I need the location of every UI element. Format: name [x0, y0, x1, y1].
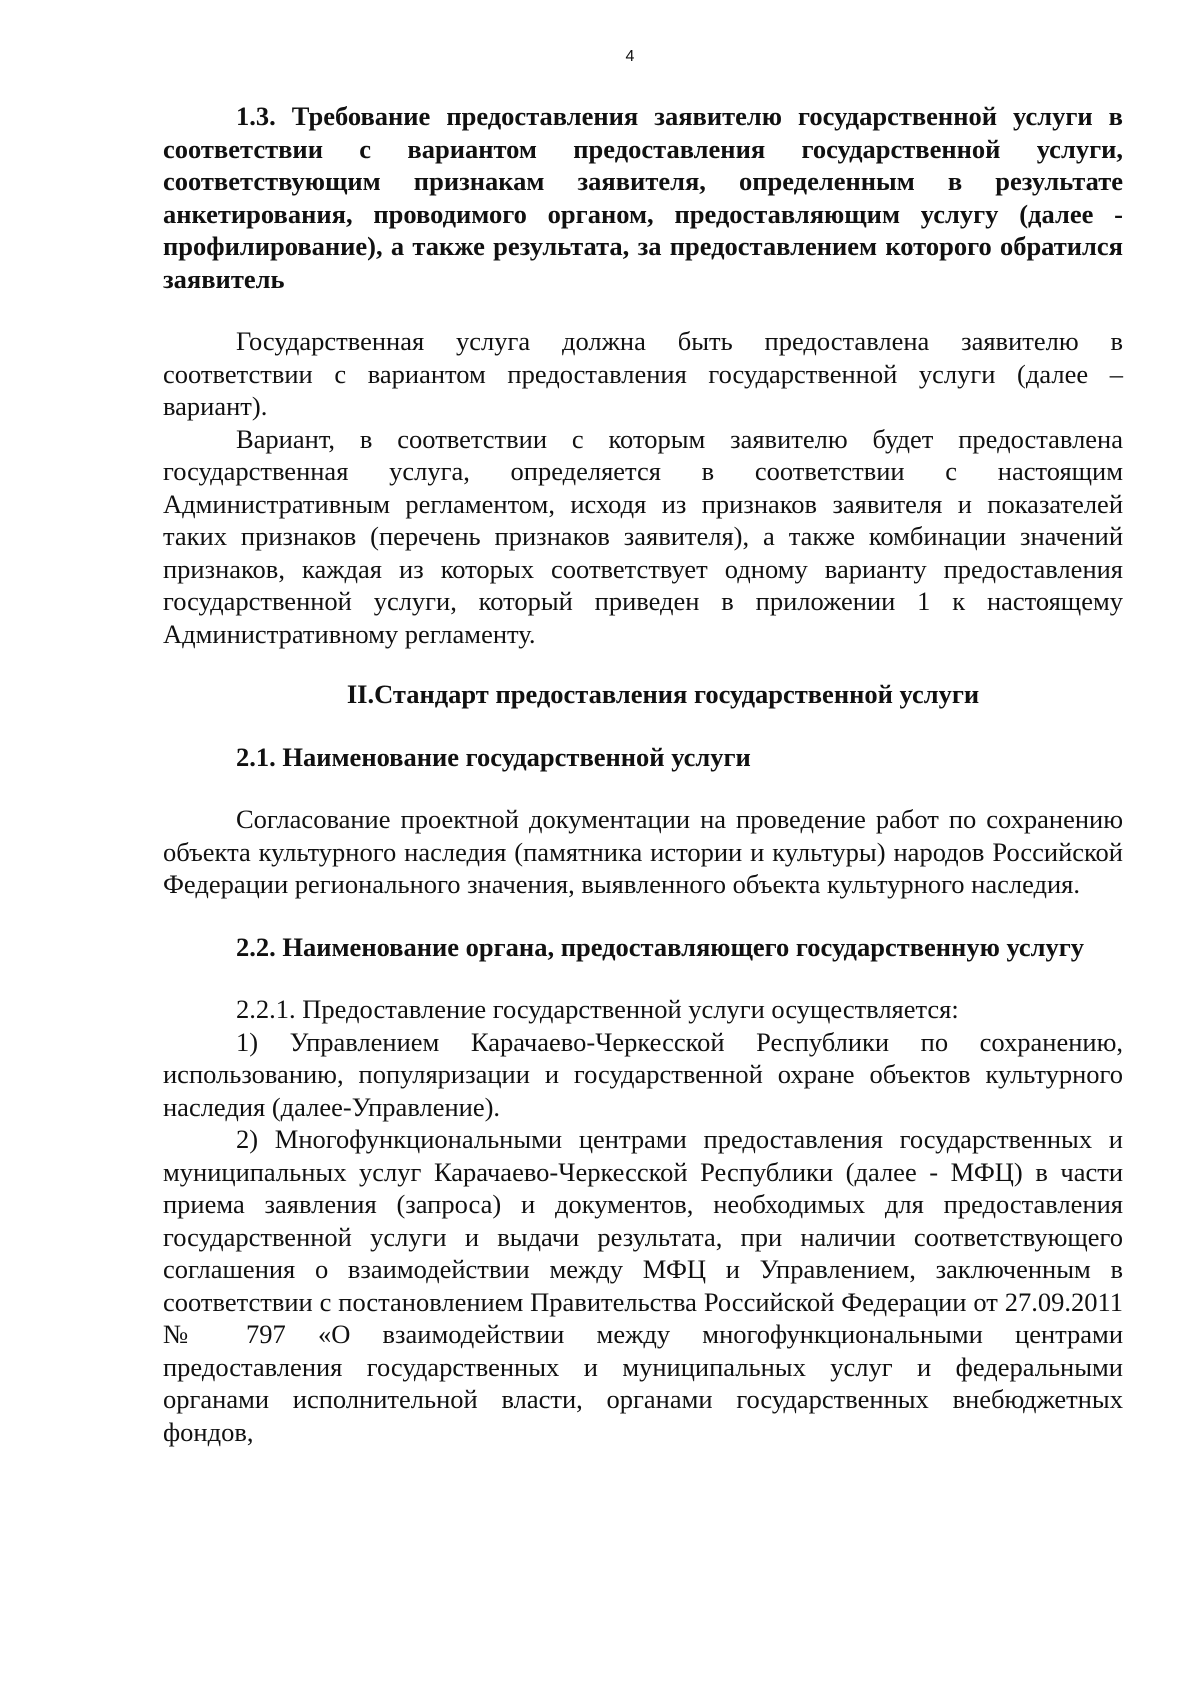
- heading-2-2: 2.2. Наименование органа, предоставляющего государственную услугу: [236, 931, 1085, 962]
- paragraph-item-2: 2) Многофункциональными центрами предоставления государственных и муниципальных услуг Карачаево-Черкесской Республики (далее - МФЦ) в части приема заявления (запроса) и документов, необходимых для предоставления государственной услуги и выдачи результата, при наличии соответствующего соглашения о взаимодействии между МФЦ и Управлением, заключенным в соответствии с постановлением Правительства Российской Федерации от 27.09.2011 № 797 «О взаимодействии между многофункциональными центрами предоставления государственных и муниципальных услуг и федеральными органами исполнительной власти, органами государственных внебюджетных фондов,: [163, 1124, 1123, 1447]
- paragraph-2-2-1: 2.2.1. Предоставление государственной услуги осуществляется:: [236, 994, 959, 1024]
- section-2-title: II.Стандарт предоставления государственной услуги: [346, 679, 980, 709]
- paragraph-service-name: Согласование проектной документации на проведение работ по сохранению объекта культурного наследия (памятника истории и культуры) народов Российской Федерации регионального значения, выявленного объекта культурного наследия.: [163, 804, 1123, 899]
- page-number: 4: [625, 48, 635, 65]
- heading-2-1: 2.1. Наименование государственной услуги: [236, 741, 751, 772]
- paragraph-variant-determination: Вариант, в соответствии с которым заявителю будет предоставлена государственная услуга, определяется в соответствии с настоящим Административным регламентом, исходя из признаков заявителя и показателей таких признаков (перечень признаков заявителя), а также комбинации значений признаков, каждая из которых соответствует одному варианту предоставления государственной услуги, который приведен в приложении 1 к настоящему Административному регламенту.: [163, 423, 1123, 649]
- paragraph-item-1: 1) Управлением Карачаево-Черкесской Республики по сохранению, использованию, популяризации и государственной охране объектов культурного наследия (далее-Управление).: [163, 1026, 1123, 1122]
- document-body: [163, 100, 1123, 1448]
- paragraph-variant-definition: Государственная услуга должна быть предоставлена заявителю в соответствии с вариантом предоставления государственной услуги (далее – вариант).: [163, 326, 1123, 421]
- heading-1-3: 1.3. Требование предоставления заявителю государственной услуги в соответствии с вариантом предоставления государственной услуги, соответствующим признакам заявителя, определенным в результате анкетирования, проводимого органом, предоставляющим услугу (далее - профилирование), а также результата, за предоставлением которого обратился заявитель: [163, 101, 1123, 294]
